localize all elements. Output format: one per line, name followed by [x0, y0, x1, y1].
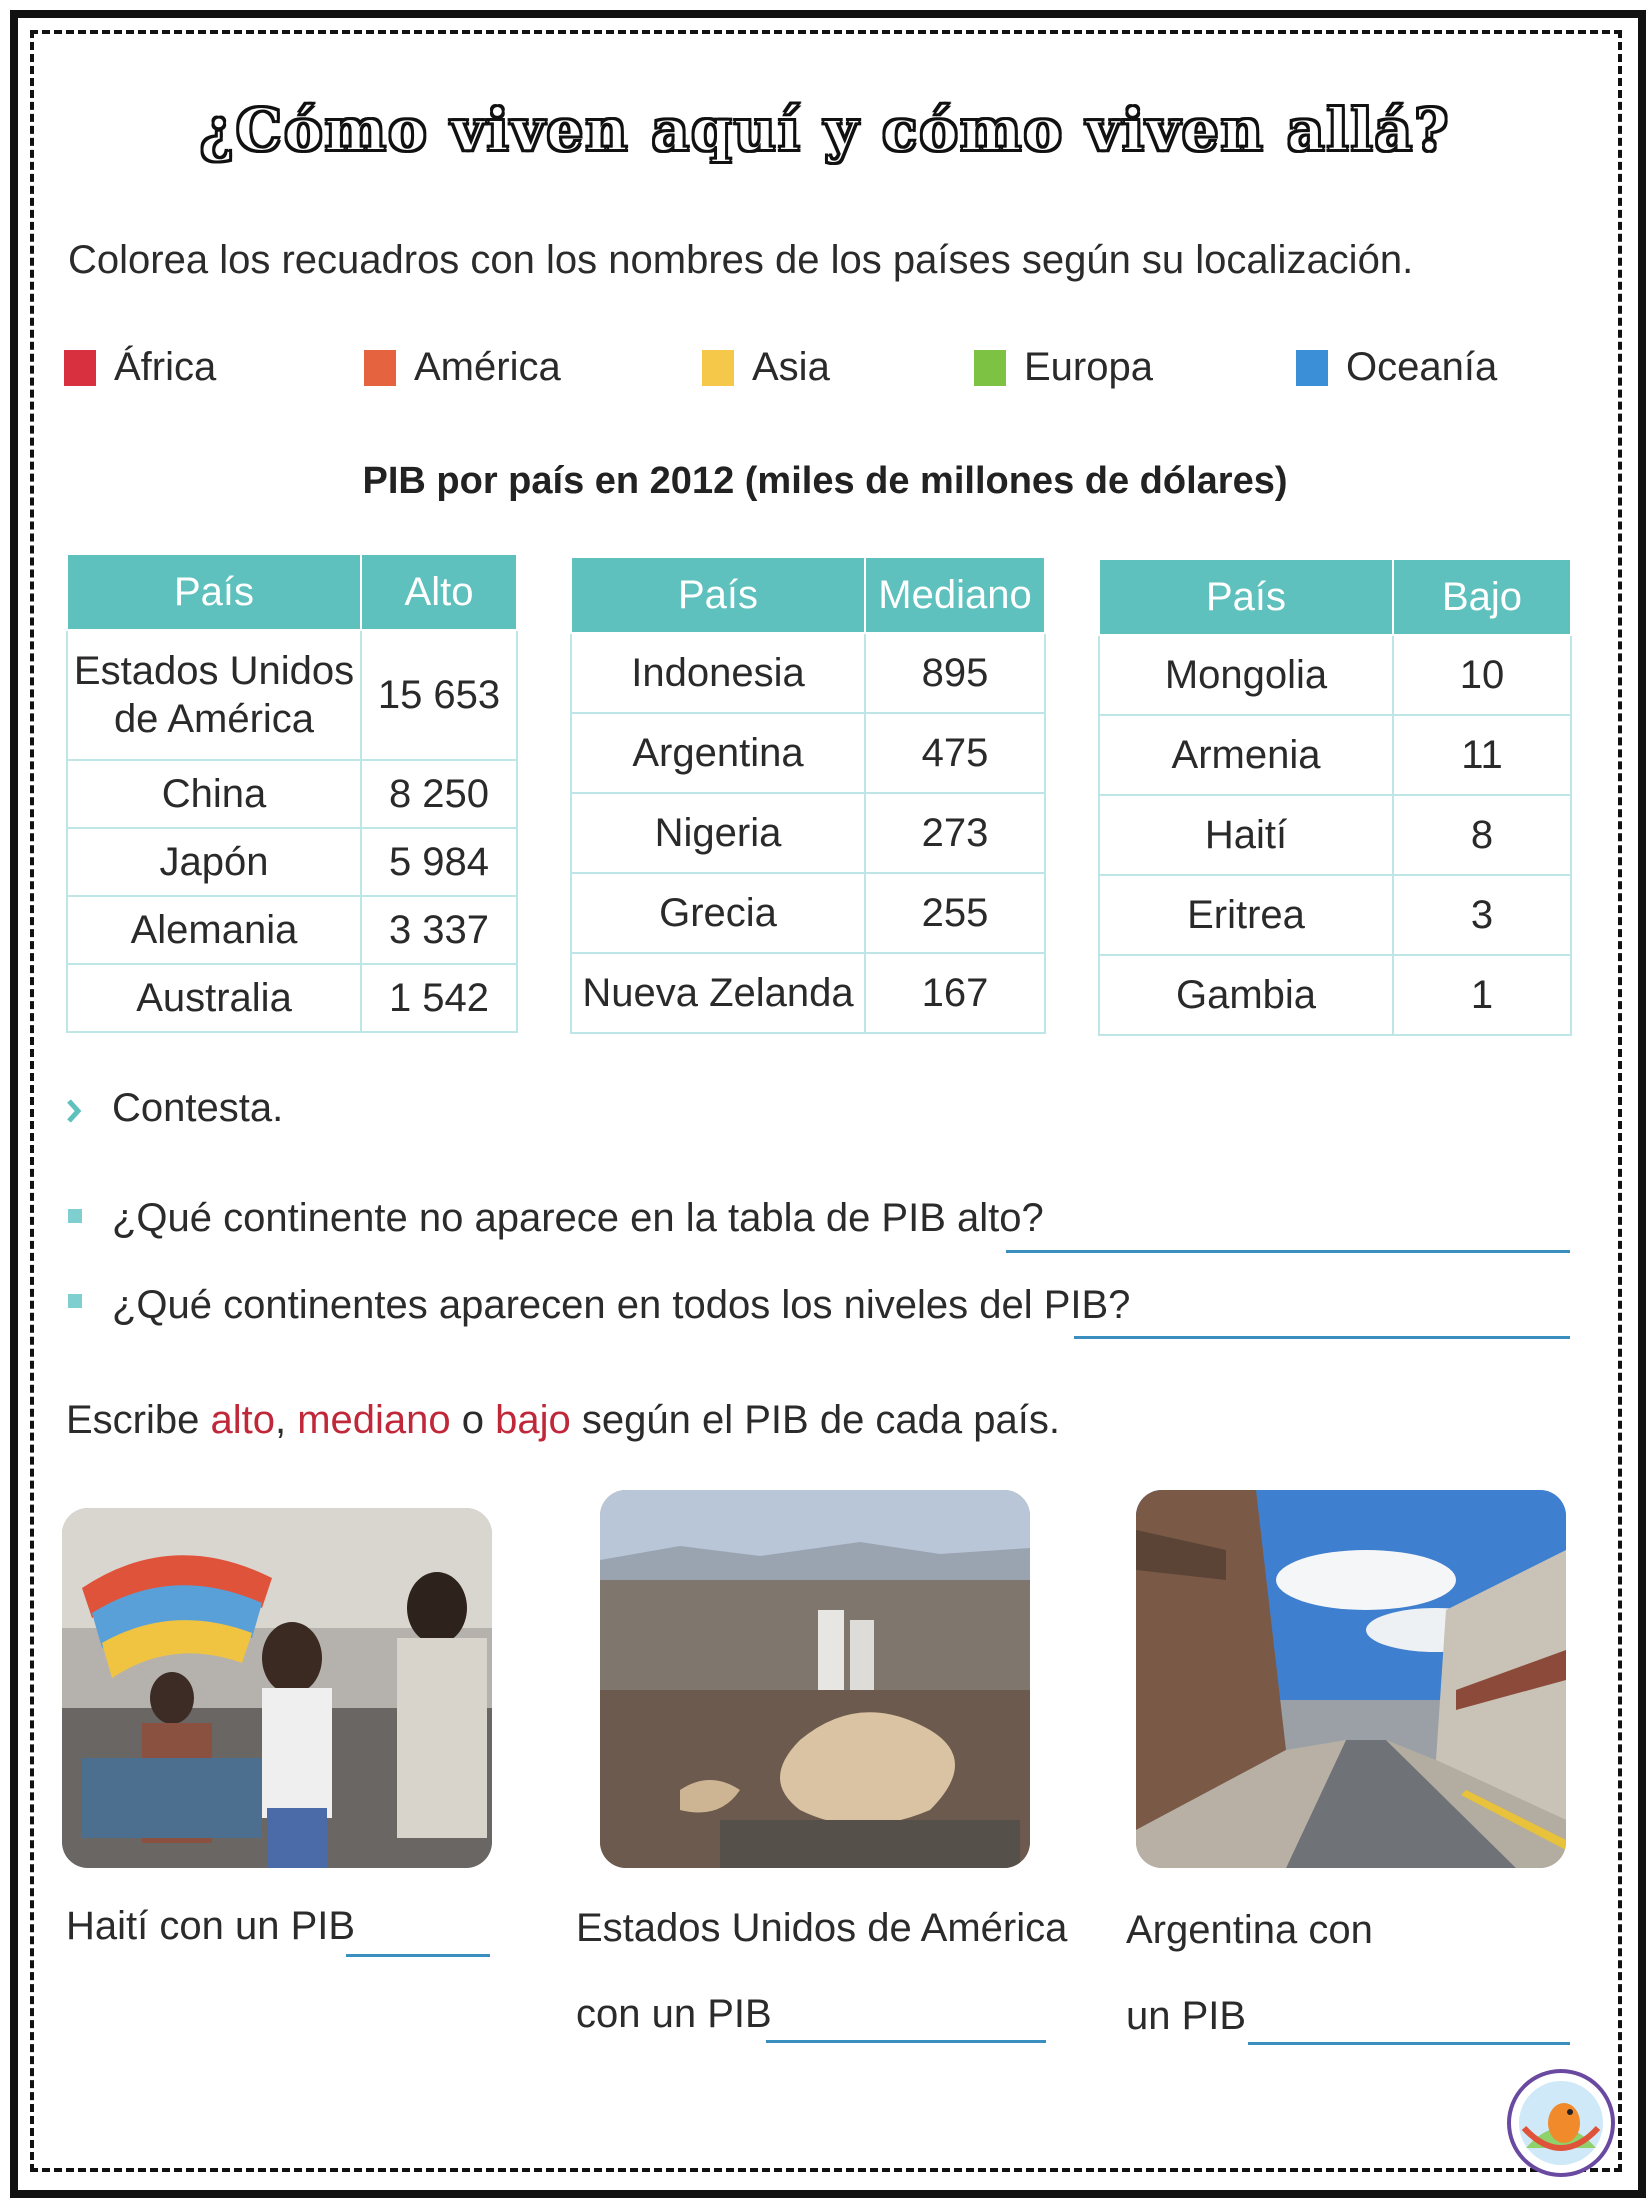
- answer-line-q1[interactable]: [1006, 1250, 1570, 1253]
- country-name: Indonesia: [571, 633, 865, 713]
- gdp-value: 11: [1393, 715, 1571, 795]
- answer-line-haiti[interactable]: [346, 1954, 490, 1957]
- legend-asia[interactable]: [702, 345, 830, 390]
- country-name: Argentina: [571, 713, 865, 793]
- africa-swatch[interactable]: [64, 350, 96, 386]
- country-name: Grecia: [571, 873, 865, 953]
- legend-europa-label: Europa: [1024, 345, 1153, 389]
- header-pais: País: [571, 557, 865, 633]
- instr2-comma: ,: [275, 1398, 298, 1442]
- question-2: ¿Qué continentes aparecen en todos los niveles del PIB?: [112, 1283, 1131, 1327]
- caption-argentina-line2: un PIB: [1126, 1994, 1247, 2038]
- table-row[interactable]: [67, 630, 517, 760]
- square-bullet-icon: [68, 1209, 82, 1223]
- gdp-value: 475: [865, 713, 1045, 793]
- country-name: Eritrea: [1099, 875, 1393, 955]
- gdp-medium-table: [570, 556, 1046, 1034]
- table-row[interactable]: [67, 896, 517, 964]
- table-row[interactable]: [1099, 635, 1571, 715]
- country-name: Mongolia: [1099, 635, 1393, 715]
- caption-usa-line2: con un PIB: [576, 1992, 772, 2036]
- dino-logo-icon: [1506, 2068, 1616, 2178]
- answer-line-argentina[interactable]: [1248, 2042, 1570, 2045]
- country-name: Japón: [67, 828, 361, 896]
- gdp-table-title: PIB por país en 2012 (miles de millones de dólares): [362, 460, 1288, 502]
- instr2-text-end: según el PIB de cada país.: [570, 1398, 1060, 1442]
- gdp-low-table: [1098, 558, 1572, 1036]
- header-bajo: Bajo: [1393, 559, 1571, 635]
- gdp-high-table: [66, 553, 518, 1033]
- gdp-value: 8 250: [361, 760, 517, 828]
- caption-argentina-line1: Argentina con: [1126, 1908, 1373, 1952]
- gdp-value: 5 984: [361, 828, 517, 896]
- europa-swatch[interactable]: [974, 350, 1006, 386]
- table-row[interactable]: [67, 964, 517, 1032]
- legend-africa[interactable]: [64, 345, 216, 390]
- square-bullet-icon: [68, 1294, 82, 1308]
- instruction-color-boxes: Colorea los recuadros con los nombres de los países según su localización.: [68, 238, 1414, 282]
- table-row[interactable]: [571, 713, 1045, 793]
- country-name: Australia: [67, 964, 361, 1032]
- country-name: Gambia: [1099, 955, 1393, 1035]
- legend-oceania-label: Oceanía: [1346, 345, 1498, 389]
- table-row[interactable]: [1099, 955, 1571, 1035]
- country-name: Nigeria: [571, 793, 865, 873]
- gdp-value: 255: [865, 873, 1045, 953]
- header-pais: País: [1099, 559, 1393, 635]
- table-row[interactable]: [571, 793, 1045, 873]
- gdp-value: 3: [1393, 875, 1571, 955]
- instruction-write-gdp: [66, 1398, 1060, 1443]
- header-alto: Alto: [361, 554, 517, 630]
- legend-america[interactable]: [364, 345, 561, 390]
- usa-city-photo: [600, 1490, 1030, 1868]
- table-row[interactable]: [67, 760, 517, 828]
- country-name: Alemania: [67, 896, 361, 964]
- header-pais: País: [67, 554, 361, 630]
- legend-america-label: América: [414, 345, 561, 389]
- table-row[interactable]: [1099, 795, 1571, 875]
- header-mediano: Mediano: [865, 557, 1045, 633]
- table-row[interactable]: [67, 828, 517, 896]
- gdp-value: 8: [1393, 795, 1571, 875]
- word-bajo: bajo: [495, 1398, 571, 1442]
- argentina-street-photo: [1136, 1490, 1566, 1868]
- table-row[interactable]: [1099, 715, 1571, 795]
- gdp-value: 15 653: [361, 630, 517, 760]
- word-alto: alto: [210, 1398, 275, 1442]
- instr2-o: o: [450, 1398, 496, 1442]
- america-swatch[interactable]: [364, 350, 396, 386]
- legend-asia-label: Asia: [752, 345, 830, 389]
- country-name: China: [67, 760, 361, 828]
- worksheet-title: ¿Cómo viven aquí y cómo viven allá?: [199, 96, 1451, 164]
- gdp-value: 273: [865, 793, 1045, 873]
- table-row[interactable]: [1099, 875, 1571, 955]
- gdp-value: 1 542: [361, 964, 517, 1032]
- legend-europa[interactable]: [974, 345, 1153, 390]
- country-name: Estados Unidos de América: [67, 630, 361, 760]
- gdp-value: 1: [1393, 955, 1571, 1035]
- table-row[interactable]: [571, 953, 1045, 1033]
- instr2-text-start: Escribe: [66, 1398, 211, 1442]
- table-row[interactable]: [571, 873, 1045, 953]
- gdp-value: 167: [865, 953, 1045, 1033]
- question-1: ¿Qué continente no aparece en la tabla de PIB alto?: [112, 1196, 1044, 1240]
- gdp-value: 3 337: [361, 896, 517, 964]
- contesta-label: Contesta.: [112, 1086, 284, 1130]
- legend-africa-label: África: [114, 345, 217, 389]
- gdp-value: 895: [865, 633, 1045, 713]
- caption-usa-line1: Estados Unidos de América: [576, 1906, 1068, 1950]
- legend-oceania[interactable]: [1296, 345, 1497, 390]
- answer-line-q2[interactable]: [1074, 1336, 1570, 1339]
- answer-line-usa[interactable]: [766, 2040, 1046, 2043]
- caption-haiti: Haití con un PIB: [66, 1904, 356, 1948]
- gdp-value: 10: [1393, 635, 1571, 715]
- country-name: Nueva Zelanda: [571, 953, 865, 1033]
- country-name: Haití: [1099, 795, 1393, 875]
- chevron-right-icon: [66, 1098, 82, 1124]
- continent-legend: [64, 345, 1504, 395]
- country-name: Armenia: [1099, 715, 1393, 795]
- asia-swatch[interactable]: [702, 350, 734, 386]
- table-row[interactable]: [571, 633, 1045, 713]
- word-mediano: mediano: [297, 1398, 451, 1442]
- oceania-swatch[interactable]: [1296, 350, 1328, 386]
- haiti-market-photo: [62, 1508, 492, 1868]
